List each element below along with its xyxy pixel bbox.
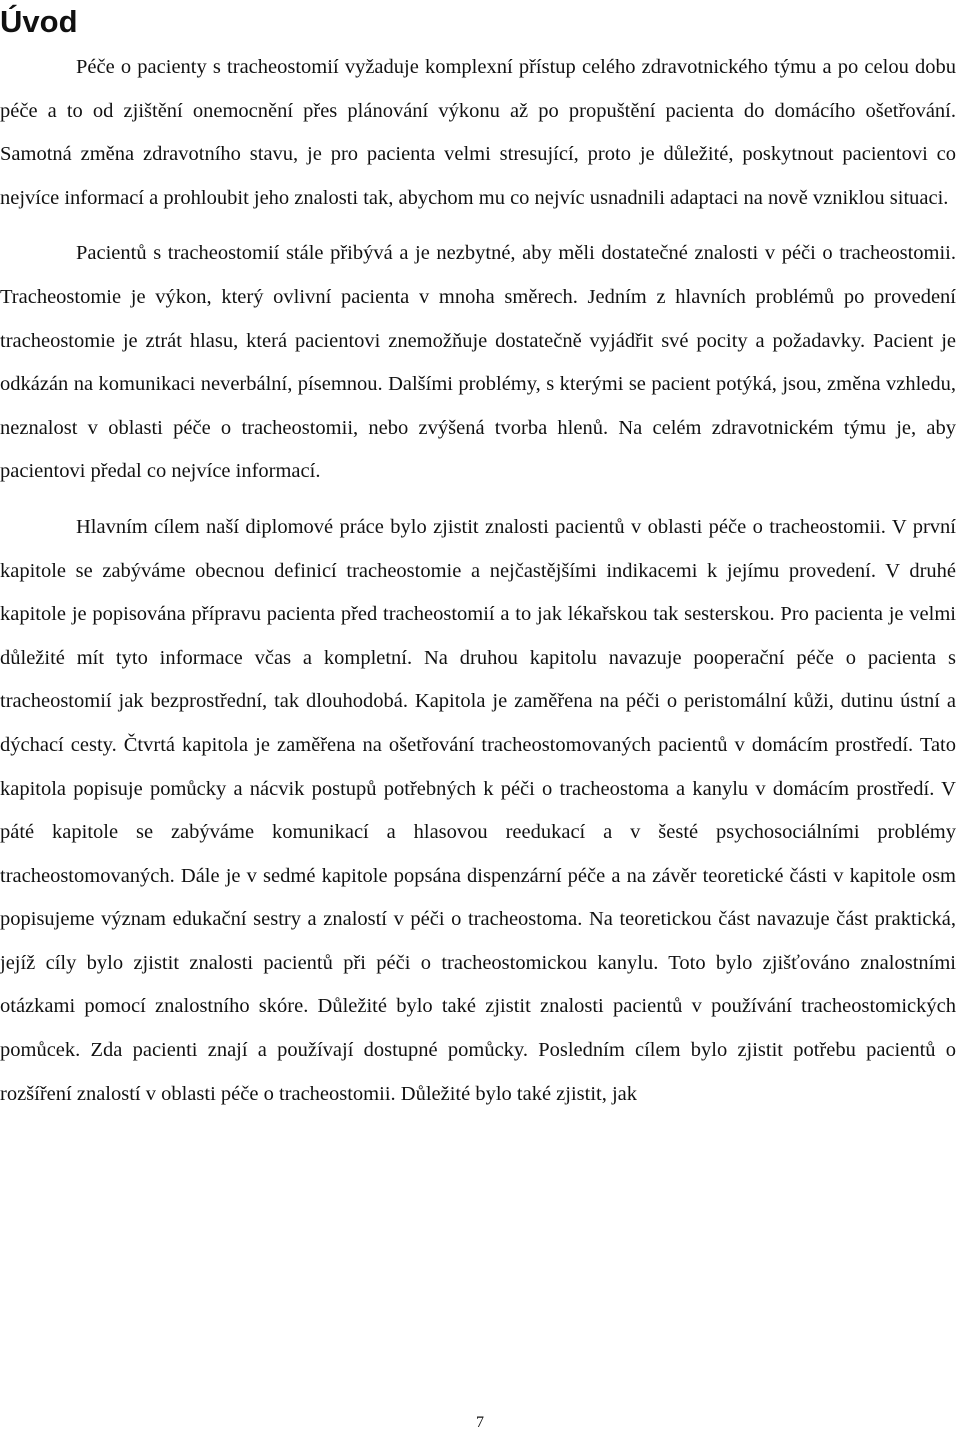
page-number: 7	[476, 1414, 484, 1431]
chapter-heading: Úvod	[0, 4, 78, 39]
paragraph: Hlavním cílem naší diplomové práce bylo zjistit znalosti pacientů v oblasti péče o tracheostomii. V první kapitole se zabýváme obecnou definicí tracheostomie a nejčastějšími indikacemi k jejímu provedení. V druhé kapitole je popisována přípravu pacienta před tracheostomií a to jak lékařskou tak sesterskou. Pro pacienta je velmi důležité mít tyto informace včas a kompletní. Na druhou kapitolu navazuje pooperační péče o pacienta s tracheostomií jak bezprostřední, tak dlouhodobá. Kapitola je zaměřena na péči o peristomální kůži, dutinu ústní a dýchací cesty. Čtvrtá kapitola je zaměřena na ošetřování tracheostomovaných pacientů v domácím prostředí. Tato kapitola popisuje pomůcky a nácvik postupů potřebných k péči o tracheostoma a kanylu v domácím prostředí. V páté kapitole se zabýváme komunikací a hlasovou reedukací a v šesté psychosociálními problémy tracheostomovaných. Dále je v sedmé kapitole popsána dispenzární péče a na závěr teoretické části v kapitole osm popisujeme význam edukační sestry a znalostí v péči o tracheostoma. Na teoretickou část navazuje část praktická, jejíž cíly bylo zjistit znalosti pacientů při péči o tracheostomickou kanylu. Toto bylo zjišťováno znalostními otázkami pomocí znalostního skóre. Důležité bylo také zjistit znalosti pacientů v používání tracheostomických pomůcek. Zda pacienti znají a používají dostupné pomůcky. Posledním cílem bylo zjistit potřebu pacientů o rozšíření znalostí v oblasti péče o tracheostomii. Důležité bylo také zjistit, jak	[0, 515, 956, 1105]
body-text	[0, 46, 956, 1116]
paragraph: Péče o pacienty s tracheostomií vyžaduje komplexní přístup celého zdravotnického týmu a po celou dobu péče a to od zjištění onemocnění přes plánování výkonu až po propuštění pacienta do domácího ošetřování. Samotná změna zdravotního stavu, je pro pacienta velmi stresující, proto je důležité, poskytnout pacientovi co nejvíce informací a prohloubit jeho znalosti tak, abychom mu co nejvíc usnadnili adaptaci na nově vzniklou situaci.	[0, 56, 956, 209]
paragraph: Pacientů s tracheostomií stále přibývá a je nezbytné, aby měli dostatečné znalosti v péči o tracheostomii. Tracheostomie je výkon, který ovlivní pacienta v mnoha směrech. Jedním z hlavních problémů po provedení tracheostomie je ztrát hlasu, která pacientovi znemožňuje dostatečně vyjádřit své pocity a požadavky. Pacient je odkázán na komunikaci neverbální, písemnou. Dalšími problémy, s kterými se pacient potýká, jsou, změna vzhledu, neznalost v oblasti péče o tracheostomii, nebo zvýšená tvorba hlenů. Na celém zdravotnickém týmu je, aby pacientovi předal co nejvíce informací.	[0, 242, 956, 483]
